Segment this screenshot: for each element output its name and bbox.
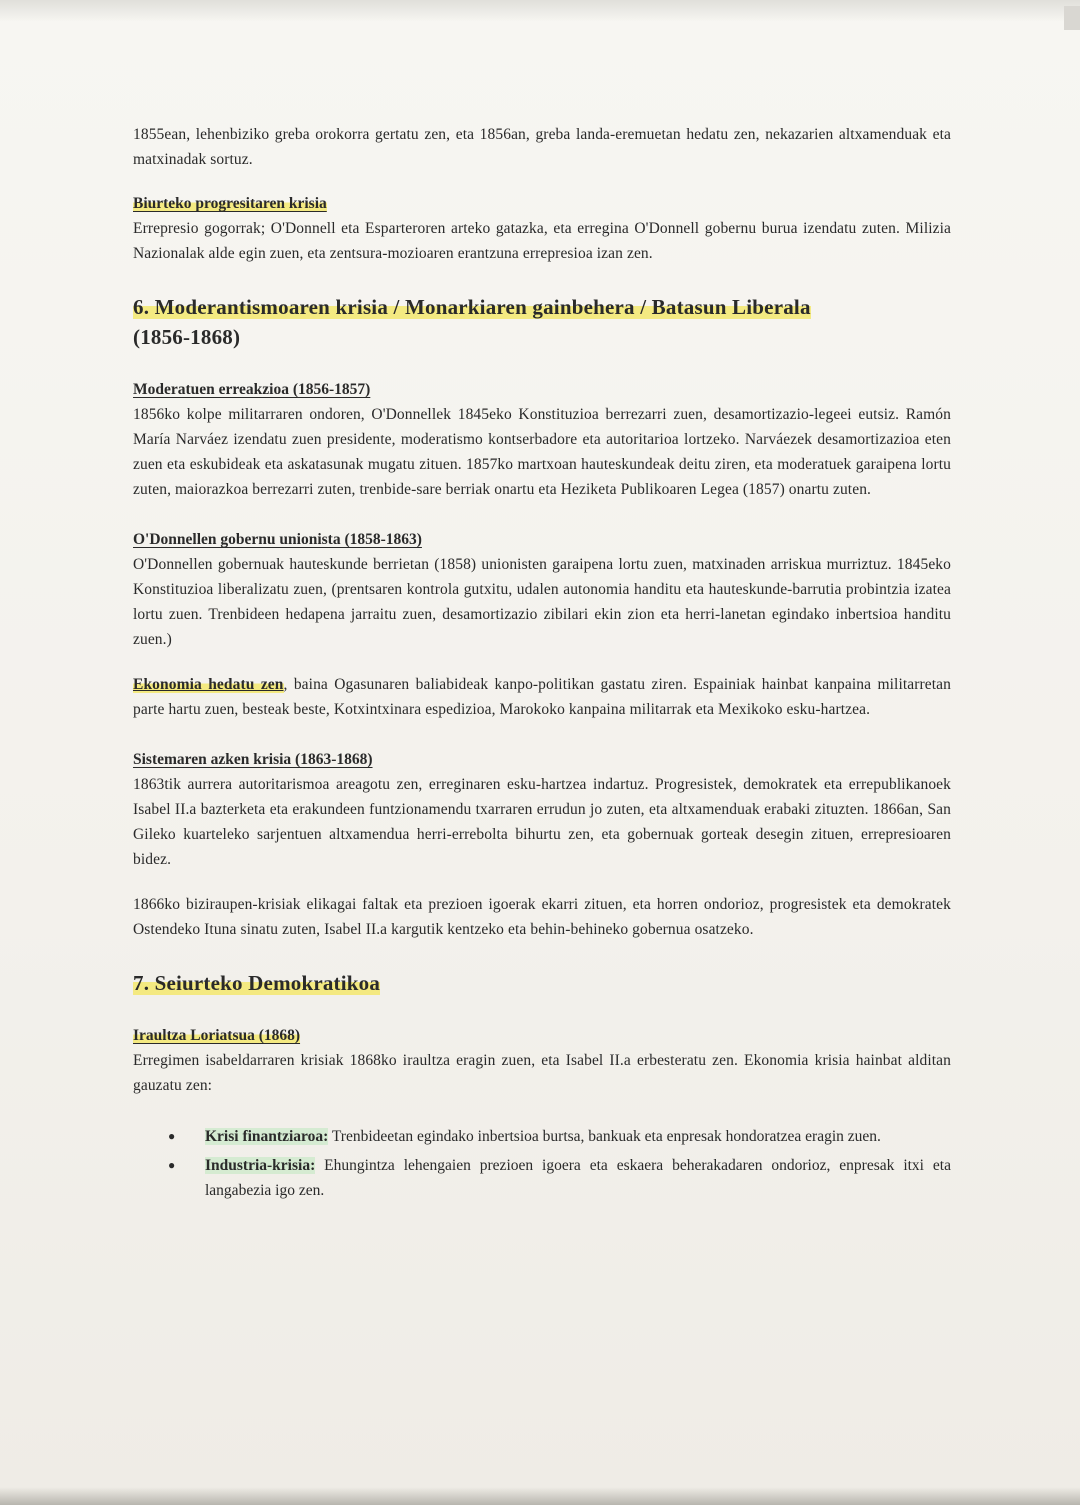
- intro-paragraph: 1855ean, lehenbiziko greba orokorra gertatu zen, eta 1856an, greba landa-eremuetan hedatu zen, nekazarien altxamenduak eta matxinadak sortuz.: [133, 126, 951, 168]
- paragraph-economy: Ekonomia hedatu zen, baina Ogasunaren baliabideak kanpo-politikan gastatu ziren. Espainiak hainbat kanpaina militarretan parte hartu zuen, besteak beste, Kotxintxinara espedizioa, Marokoko kanpaina militarrak eta Mexikoko esku-hartzea.: [133, 676, 951, 718]
- paragraph-final-crisis: 1863tik aurrera autoritarismoa areagotu zen, erreginaren esku-hartzea indartuz. Progresistek, demokratek eta errepublikanoek Isabel II.a bazterketa eta erakundeen funtzionamendu txarraren errudun jo zuten, eta altxamenduak erabaki zituzten. 1866an, San Gileko kuarteleko sarjentuen altxamendua herri-errebolta bihurtu zen, eta gobernuak gorteak desegin zituen, errepresioaren bidez.: [133, 776, 951, 868]
- paragraph-moderate-reaction: 1856ko kolpe militarraren ondoren, O'Donnellek 1845eko Konstituzioa berrezarri zuen, desamortizazio-legeei eutsiz. Ramón María Narváez izendatu zuen presidente, moderatismo kontserbadore eta autoritarioa lortzeko. Narváezek desamortizazioa eten zuen eta eskubideak eta askatasunak mugatu zituen. 1857ko martxoan hauteskundeak deitu ziren, eta moderatuek garaipena lortu zuten, maiorazkoa berrezarri zuten, trenbide-sare berriak onartu eta Heziketa Publikoaren Legea (1857) onartu zuten.: [133, 406, 951, 498]
- economy-lead: Ekonomia hedatu zen: [133, 676, 284, 693]
- paragraph-crisis-biennium: Errepresio gogorrak; O'Donnell eta Esparteroren arteko gatazka, eta erregina O'Donnell gobernu burua izendatu zuten. Milizia Nazionalak alde egin zuen, eta zentsura-mozioaren erantzuna errepresioa izan zen.: [133, 220, 951, 262]
- section-7-title: 7. Seiurteko Demokratikoa: [133, 971, 381, 995]
- subheading-crisis-biennium: Biurteko progresitaren krisia: [133, 195, 327, 212]
- economic-crisis-list: [133, 1124, 951, 1203]
- paragraph-subsistence-crisis: 1866ko biziraupen-krisiak elikagai faltak eta prezioen igoerak ekarri zituen, eta horren ondorioz, progresistek eta demokratek Ostendeko Ituna sinatu zuten, Isabel II.a kargutik kentzeko eta behin-behineko gobernua osatzeko.: [133, 896, 951, 938]
- page-bottom-shadow: [0, 1487, 1080, 1505]
- section-6-title: 6. Moderantismoaren krisia / Monarkiaren gainbehera / Batasun Liberala (1856-1868): [133, 295, 811, 349]
- list-item: ● Industria-krisia: Ehungintza lehengaien prezioen igoera eta eskaera beherakadaren ondorioz, enpresak itxi eta langabezia igo zen.: [205, 1153, 951, 1203]
- page-corner-mark: [1064, 6, 1080, 30]
- subheading-unionist-government: O'Donnellen gobernu unionista (1858-1863): [133, 531, 422, 548]
- list-item: ● Krisi finantziaroa: Trenbideetan egindako inbertsioa burtsa, bankuak eta enpresak hondoratzea eragin zuen.: [205, 1124, 951, 1149]
- document-body: [133, 122, 951, 1207]
- subheading-moderate-reaction: Moderatuen erreakzioa (1856-1857): [133, 381, 371, 398]
- subheading-final-crisis: Sistemaren azken krisia (1863-1868): [133, 751, 373, 768]
- paragraph-unionist-government: O'Donnellen gobernuak hauteskunde berrietan (1858) unionisten garaipena lortu zuen, matxinaden arriskua murriztuz. 1845eko Konstituzioa liberalizatu zuen, (prentsaren kontrola gutxitu, udalen autonomia handitu eta hauteskunde-barrutia probintzia izatea lortu zuen. Trenbideen hedapena jarraitu zuen, desamortizazio zibilari ekin zion eta herri-lanetan egindako inbertsioa handitu zuen.): [133, 556, 951, 648]
- subheading-glorious-revolution: Iraultza Loriatsua (1868): [133, 1027, 301, 1044]
- page-top-shadow: [0, 0, 1080, 22]
- paragraph-glorious-revolution: Erregimen isabeldarraren krisiak 1868ko iraultza eragin zuen, eta Isabel II.a erbesteratu zen. Ekonomia krisia hainbat alditan gauzatu zen:: [133, 1052, 951, 1094]
